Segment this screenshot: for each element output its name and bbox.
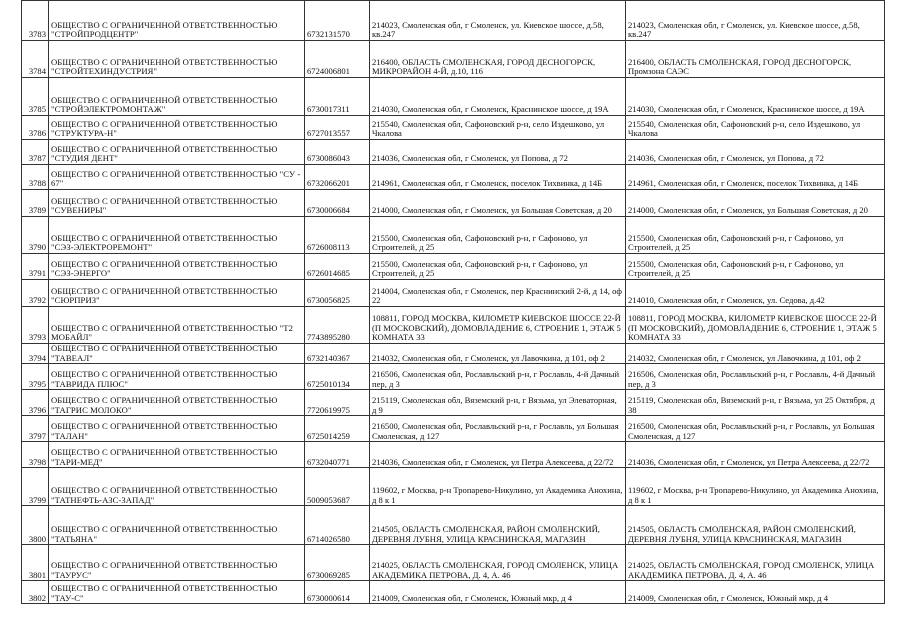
company-name: ОБЩЕСТВО С ОГРАНИЧЕННОЙ ОТВЕТСТВЕННОСТЬЮ "СТРУКТУРА-Н": [49, 116, 305, 140]
table-row: [22, 217, 885, 254]
inn-cell: 6730017311: [305, 78, 370, 116]
table-row: [22, 506, 885, 545]
actual-address: 214036, Смоленская обл, г Смоленск, ул Попова, д 72: [626, 140, 885, 165]
row-number: 3792: [22, 280, 49, 307]
row-number: 3799: [22, 468, 49, 506]
actual-address: 214023, Смоленская обл, г Смоленск, ул. Киевское шоссе, д.58, кв.247: [626, 1, 885, 41]
row-number: 3802: [22, 581, 49, 604]
inn-cell: 6730006684: [305, 190, 370, 217]
company-name: ОБЩЕСТВО С ОГРАНИЧЕННОЙ ОТВЕТСТВЕННОСТЬЮ "СЮРПРИЗ": [49, 280, 305, 307]
row-number: 3787: [22, 140, 49, 165]
legal-address: 214961, Смоленская обл, г Смоленск, поселок Тихвинка, д 14Б: [370, 165, 626, 190]
company-name: ОБЩЕСТВО С ОГРАНИЧЕННОЙ ОТВЕТСТВЕННОСТЬЮ "ТАТНЕФТЬ-АЗС-ЗАПАД": [49, 468, 305, 506]
table-row: [22, 581, 885, 604]
table-row: [22, 545, 885, 581]
legal-address: 214030, Смоленская обл, г Смоленск, Краснинское шоссе, д 19А: [370, 78, 626, 116]
row-number: 3789: [22, 190, 49, 217]
company-name: ОБЩЕСТВО С ОГРАНИЧЕННОЙ ОТВЕТСТВЕННОСТЬЮ "СУВЕНИРЫ": [49, 190, 305, 217]
row-number: 3800: [22, 506, 49, 545]
inn-cell: 6732066201: [305, 165, 370, 190]
actual-address: 216500, Смоленская обл, Рославльский р-н, г Рославль, ул Большая Смоленская, д 127: [626, 416, 885, 442]
table-row: [22, 140, 885, 165]
inn-cell: 5009053687: [305, 468, 370, 506]
table-row: [22, 468, 885, 506]
company-name: ОБЩЕСТВО С ОГРАНИЧЕННОЙ ОТВЕТСТВЕННОСТЬЮ "СТРОЙТЕХИНДУСТРИЯ": [49, 41, 305, 78]
company-name: ОБЩЕСТВО С ОГРАНИЧЕННОЙ ОТВЕТСТВЕННОСТЬЮ "СТРОЙПРОДЦЕНТР": [49, 1, 305, 41]
table-row: [22, 1, 885, 41]
inn-cell: 6726008113: [305, 217, 370, 254]
company-name: ОБЩЕСТВО С ОГРАНИЧЕННОЙ ОТВЕТСТВЕННОСТЬЮ "ТАУРУС": [49, 545, 305, 581]
company-name: ОБЩЕСТВО С ОГРАНИЧЕННОЙ ОТВЕТСТВЕННОСТЬЮ "Т2 МОБАЙЛ": [49, 307, 305, 344]
inn-cell: 6730086043: [305, 140, 370, 165]
actual-address: 215540, Смоленская обл, Сафоновский р-н, село Издешково, ул Чкалова: [626, 116, 885, 140]
company-name: ОБЩЕСТВО С ОГРАНИЧЕННОЙ ОТВЕТСТВЕННОСТЬЮ "СТРОЙЭЛЕКТРОМОНТАЖ": [49, 78, 305, 116]
table-row: [22, 280, 885, 307]
actual-address: 214961, Смоленская обл, г Смоленск, поселок Тихвинка, д 14Б: [626, 165, 885, 190]
row-number: 3794: [22, 344, 49, 364]
legal-address: 108811, ГОРОД МОСКВА, КИЛОМЕТР КИЕВСКОЕ ШОССЕ 22-Й (П МОСКОВСКИЙ), ДОМОВЛАДЕНИЕ 6, СТРОЕНИЕ 1, ЭТАЖ 5 КОМНАТА 33: [370, 307, 626, 344]
legal-address: 215119, Смоленская обл, Вяземский р-н, г Вязьма, ул Элеваторная, д 9: [370, 390, 626, 416]
row-number: 3784: [22, 41, 49, 78]
legal-address: 214032, Смоленская обл, г Смоленск, ул Лавочкина, д 101, оф 2: [370, 344, 626, 364]
actual-address: 214010, Смоленская обл, г Смоленск, ул. Седова, д.42: [626, 280, 885, 307]
actual-address: 214030, Смоленская обл, г Смоленск, Краснинское шоссе, д 19А: [626, 78, 885, 116]
actual-address: 215500, Смоленская обл, Сафоновский р-н, г Сафоново, ул Строителей, д 25: [626, 254, 885, 280]
inn-cell: 6730069285: [305, 545, 370, 581]
table-row: [22, 190, 885, 217]
legal-address: 215500, Смоленская обл, Сафоновский р-н, г Сафоново, ул Строителей, д 25: [370, 254, 626, 280]
inn-cell: 7743895280: [305, 307, 370, 344]
table-row: [22, 416, 885, 442]
actual-address: 214505, ОБЛАСТЬ СМОЛЕНСКАЯ, РАЙОН СМОЛЕНСКИЙ, ДЕРЕВНЯ ЛУБНЯ, УЛИЦА КРАСНИНСКАЯ, МАГАЗИН: [626, 506, 885, 545]
legal-address: 215500, Смоленская обл, Сафоновский р-н, г Сафоново, ул Строителей, д 25: [370, 217, 626, 254]
legal-address: 214009, Смоленская обл, г Смоленск, Южный мкр, д 4: [370, 581, 626, 604]
company-name: ОБЩЕСТВО С ОГРАНИЧЕННОЙ ОТВЕТСТВЕННОСТЬЮ "ТАЛАН": [49, 416, 305, 442]
actual-address: 216506, Смоленская обл, Рославльский р-н, г Рославль, 4-й Дачный пер, д 3: [626, 364, 885, 390]
row-number: 3788: [22, 165, 49, 190]
company-name: ОБЩЕСТВО С ОГРАНИЧЕННОЙ ОТВЕТСТВЕННОСТЬЮ "ТАРИ-МЕД": [49, 442, 305, 468]
inn-cell: 6730000614: [305, 581, 370, 604]
actual-address: 214032, Смоленская обл, г Смоленск, ул Лавочкина, д 101, оф 2: [626, 344, 885, 364]
inn-cell: 6732131570: [305, 1, 370, 41]
table-row: [22, 390, 885, 416]
legal-address: 214036, Смоленская обл, г Смоленск, ул Петра Алексеева, д 22/72: [370, 442, 626, 468]
legal-address: 216400, ОБЛАСТЬ СМОЛЕНСКАЯ, ГОРОД ДЕСНОГОРСК, МИКРОРАЙОН 4-Й, д.10, 116: [370, 41, 626, 78]
row-number: 3801: [22, 545, 49, 581]
row-number: 3797: [22, 416, 49, 442]
actual-address: 214036, Смоленская обл, г Смоленск, ул Петра Алексеева, д 22/72: [626, 442, 885, 468]
table-row: [22, 364, 885, 390]
registry-table: [21, 0, 885, 604]
legal-address: 216500, Смоленская обл, Рославльский р-н, г Рославль, ул Большая Смоленская, д 127: [370, 416, 626, 442]
company-name: ОБЩЕСТВО С ОГРАНИЧЕННОЙ ОТВЕТСТВЕННОСТЬЮ "СЭЗ-ЭНЕРГО": [49, 254, 305, 280]
legal-address: 214023, Смоленская обл, г Смоленск, ул. Киевское шоссе, д.58, кв.247: [370, 1, 626, 41]
legal-address: 215540, Смоленская обл, Сафоновский р-н, село Издешково, ул Чкалова: [370, 116, 626, 140]
inn-cell: 6730056825: [305, 280, 370, 307]
legal-address: 216506, Смоленская обл, Рославльский р-н, г Рославль, 4-й Дачный пер, д 3: [370, 364, 626, 390]
company-name: ОБЩЕСТВО С ОГРАНИЧЕННОЙ ОТВЕТСТВЕННОСТЬЮ "ТАВЕАЛ": [49, 344, 305, 364]
inn-cell: 6727013557: [305, 116, 370, 140]
company-name: ОБЩЕСТВО С ОГРАНИЧЕННОЙ ОТВЕТСТВЕННОСТЬЮ "СУ - 67": [49, 165, 305, 190]
row-number: 3796: [22, 390, 49, 416]
table-row: [22, 307, 885, 344]
actual-address: 214025, ОБЛАСТЬ СМОЛЕНСКАЯ, ГОРОД СМОЛЕНСК, УЛИЦА АКАДЕМИКА ПЕТРОВА, Д. 4, А. 46: [626, 545, 885, 581]
row-number: 3785: [22, 78, 49, 116]
company-name: ОБЩЕСТВО С ОГРАНИЧЕННОЙ ОТВЕТСТВЕННОСТЬЮ "СТУДИЯ ДЕНТ": [49, 140, 305, 165]
row-number: 3786: [22, 116, 49, 140]
row-number: 3790: [22, 217, 49, 254]
table-row: [22, 442, 885, 468]
table-row: [22, 41, 885, 78]
row-number: 3783: [22, 1, 49, 41]
table-row: [22, 78, 885, 116]
actual-address: 214000, Смоленская обл, г Смоленск, ул Большая Советская, д 20: [626, 190, 885, 217]
legal-address: 119602, г Москва, р-н Тропарево-Никулино, ул Академика Анохина, д 8 к 1: [370, 468, 626, 506]
inn-cell: 6732140367: [305, 344, 370, 364]
row-number: 3795: [22, 364, 49, 390]
actual-address: 108811, ГОРОД МОСКВА, КИЛОМЕТР КИЕВСКОЕ ШОССЕ 22-Й (П МОСКОВСКИЙ), ДОМОВЛАДЕНИЕ 6, СТРОЕНИЕ 1, ЭТАЖ 5 КОМНАТА 33: [626, 307, 885, 344]
inn-cell: 7720619975: [305, 390, 370, 416]
actual-address: 215500, Смоленская обл, Сафоновский р-н, г Сафоново, ул Строителей, д 25: [626, 217, 885, 254]
table-row: [22, 116, 885, 140]
inn-cell: 6726014685: [305, 254, 370, 280]
company-name: ОБЩЕСТВО С ОГРАНИЧЕННОЙ ОТВЕТСТВЕННОСТЬЮ "ТАГРИС МОЛОКО": [49, 390, 305, 416]
row-number: 3793: [22, 307, 49, 344]
company-name: ОБЩЕСТВО С ОГРАНИЧЕННОЙ ОТВЕТСТВЕННОСТЬЮ "ТАУ-С": [49, 581, 305, 604]
actual-address: 215119, Смоленская обл, Вяземский р-н, г Вязьма, ул 25 Октября, д 38: [626, 390, 885, 416]
actual-address: 214009, Смоленская обл, г Смоленск, Южный мкр, д 4: [626, 581, 885, 604]
company-name: ОБЩЕСТВО С ОГРАНИЧЕННОЙ ОТВЕТСТВЕННОСТЬЮ "ТАТЬЯНА": [49, 506, 305, 545]
table-row: [22, 344, 885, 364]
table-row: [22, 165, 885, 190]
legal-address: 214004, Смоленская обл, г Смоленск, пер Краснинский 2-й, д 14, оф 22: [370, 280, 626, 307]
inn-cell: 6724006801: [305, 41, 370, 78]
legal-address: 214025, ОБЛАСТЬ СМОЛЕНСКАЯ, ГОРОД СМОЛЕНСК, УЛИЦА АКАДЕМИКА ПЕТРОВА, Д. 4, А. 46: [370, 545, 626, 581]
table-row: [22, 254, 885, 280]
inn-cell: 6732040771: [305, 442, 370, 468]
inn-cell: 6725014259: [305, 416, 370, 442]
actual-address: 119602, г Москва, р-н Тропарево-Никулино, ул Академика Анохина, д 8 к 1: [626, 468, 885, 506]
actual-address: 216400, ОБЛАСТЬ СМОЛЕНСКАЯ, ГОРОД ДЕСНОГОРСК, Промзона САЭС: [626, 41, 885, 78]
row-number: 3798: [22, 442, 49, 468]
inn-cell: 6725010134: [305, 364, 370, 390]
row-number: 3791: [22, 254, 49, 280]
legal-address: 214505, ОБЛАСТЬ СМОЛЕНСКАЯ, РАЙОН СМОЛЕНСКИЙ, ДЕРЕВНЯ ЛУБНЯ, УЛИЦА КРАСНИНСКАЯ, МАГАЗИН: [370, 506, 626, 545]
legal-address: 214000, Смоленская обл, г Смоленск, ул Большая Советская, д 20: [370, 190, 626, 217]
inn-cell: 6714026580: [305, 506, 370, 545]
company-name: ОБЩЕСТВО С ОГРАНИЧЕННОЙ ОТВЕТСТВЕННОСТЬЮ "ТАВРИДА ПЛЮС": [49, 364, 305, 390]
legal-address: 214036, Смоленская обл, г Смоленск, ул Попова, д 72: [370, 140, 626, 165]
company-name: ОБЩЕСТВО С ОГРАНИЧЕННОЙ ОТВЕТСТВЕННОСТЬЮ "СЭЗ-ЭЛЕКТРОРЕМОНТ": [49, 217, 305, 254]
